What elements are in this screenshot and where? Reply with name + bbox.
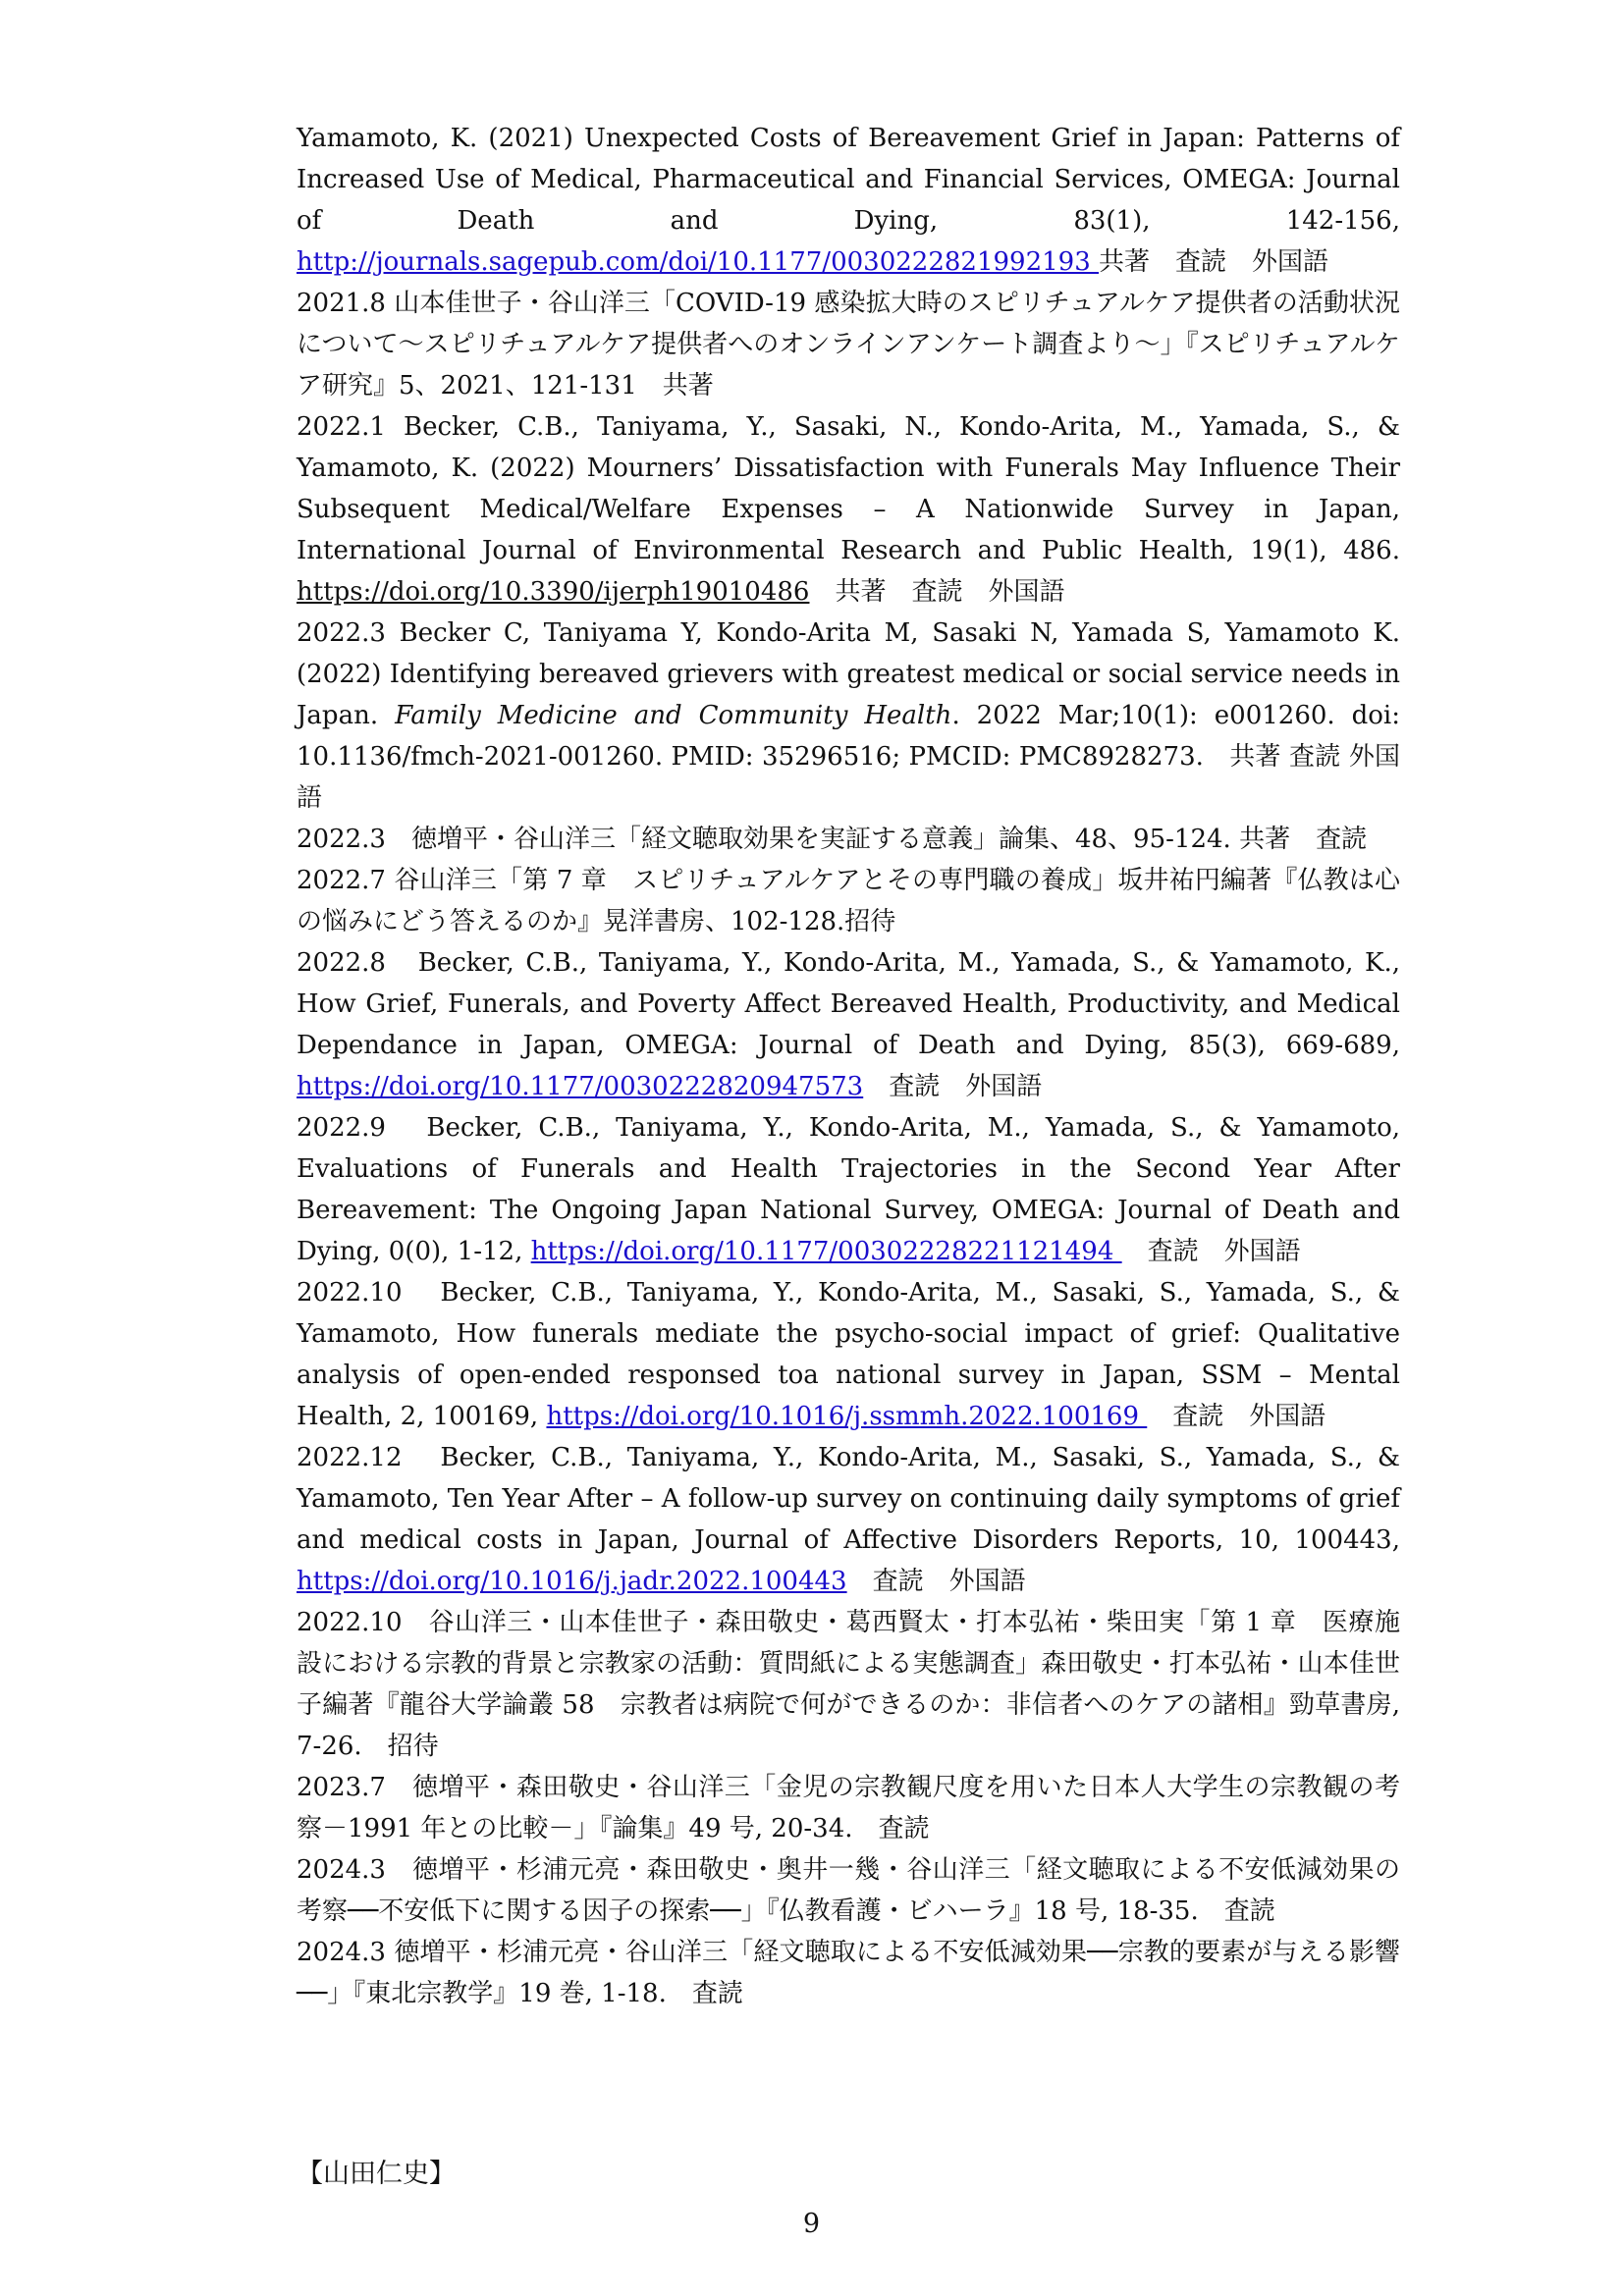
ref-link[interactable]: https://doi.org/10.3390/ijerph19010486: [297, 577, 810, 607]
ref-entry: 2022.7 谷山洋三「第 7 章 スピリチュアルケアとその専門職の養成」坂井祐円編著『仏教は心の悩みにどう答えるのか』晃洋書房、102-128.招待: [297, 866, 1400, 936]
ref-link[interactable]: http://journals.sagepub.com/doi/10.1177/0030222821992193: [297, 247, 1100, 277]
ref-entry: 2022.3 徳増平・谷山洋三「経文聴取効果を実証する意義」論集、48、95-124. 共著 査読: [297, 825, 1368, 854]
ref-link[interactable]: https://doi.org/10.1177/0030222820947573: [297, 1072, 864, 1101]
ref-link[interactable]: https://doi.org/10.1016/j.ssmmh.2022.100169: [546, 1402, 1148, 1431]
page-number: 9: [802, 2209, 821, 2239]
section-heading: 【山田仁史】: [297, 2159, 456, 2189]
ref-entry: 2022.10 谷山洋三・山本佳世子・森田敬史・葛西賢太・打本弘祐・柴田実「第 1 章 医療施設における宗教的背景と宗教家の活動：質問紙による実態調査」森田敬史・打本弘祐・山本佳世子編著『龍谷大学論叢 58 宗教者は病院で何ができるのか：非信者へのケアの諸相』勁草書房, 7-26. 招待: [297, 1608, 1400, 1761]
ref-entry: 2023.7 徳増平・森田敬史・谷山洋三「金児の宗教観尺度を用いた日本人大学生の宗教観の考察－1991 年との比較－」『論集』49 号, 20-34. 査読: [297, 1773, 1400, 1843]
ref-entry: 2022.9 Becker, C.B., Taniyama, Y., Kondo-Arita, M., Yamada, S., & Yamamoto, Evaluations of Funerals and Health Trajectories in the Second Year After Bereavement: The Ongoing Japan National Survey, OMEGA: Journal of Death and Dying, 0(0), 1-12, https://doi.org/10.1177/00302228221121494 査読 外国語: [297, 1113, 1400, 1266]
ref-entry: 2022.8 Becker, C.B., Taniyama, Y., Kondo-Arita, M., Yamada, S., & Yamamoto, K., How Grief, Funerals, and Poverty Affect Bereaved Health, Productivity, and Medical Dependance in Japan, OMEGA: Journal of Death and Dying, 85(3), 669-689, https://doi.org/10.1177/0030222820947573 査読 外国語: [297, 948, 1400, 1101]
ref-entry: 2022.12 Becker, C.B., Taniyama, Y., Kondo-Arita, M., Sasaki, S., Yamada, S., & Yamamoto, Ten Year After – A follow-up survey on continuing daily symptoms of grief and medical costs in Japan, Journal of Affective Disorders Reports, 10, 100443, https://doi.org/10.1016/j.jadr.2022.100443 査読 外国語: [297, 1443, 1400, 1596]
ref-entry: 2022.10 Becker, C.B., Taniyama, Y., Kondo-Arita, M., Sasaki, S., Yamada, S., & Yamamoto, How funerals mediate the psycho-social impact of grief: Qualitative analysis of open-ended responsed toa national survey in Japan, SSM – Mental Health, 2, 100169, https://doi.org/10.1016/j.ssmmh.2022.100169 査読 外国語: [297, 1278, 1400, 1431]
ref-entry: 2024.3 徳増平・杉浦元亮・谷山洋三「経文聴取による不安低減効果──宗教的要素が与える影響──」『東北宗教学』19 巻, 1-18. 査読: [297, 1938, 1401, 2008]
journal-title: Family Medicine and Community Health: [395, 701, 952, 730]
ref-entry: 2021.8 山本佳世子・谷山洋三「COVID-19 感染拡大時のスピリチュアルケア提供者の活動状況について～スピリチュアルケア提供者へのオンラインアンケート調査より～」『スピリチュアルケア研究』5、2021、121-131 共著: [297, 289, 1400, 400]
ref-link[interactable]: https://doi.org/10.1016/j.jadr.2022.100443: [297, 1567, 847, 1596]
ref-entry: Yamamoto, K. (2021) Unexpected Costs of Bereavement Grief in Japan: Patterns of Increased Use of Medical, Pharmaceutical and Financial Services, OMEGA: Journal of Death and Dying, 83(1), 142-156, http://journals.sagepub.com/doi/10.1177/0030222821992193 共著 査読 外国語: [297, 124, 1400, 277]
ref-entry: 2024.3 徳増平・杉浦元亮・森田敬史・奥井一幾・谷山洋三「経文聴取による不安低減効果の考察──不安低下に関する因子の探索──」『仏教看護・ビハーラ』18 号, 18-35. 査読: [297, 1855, 1400, 1926]
ref-entry: 2022.3 Becker C, Taniyama Y, Kondo-Arita M, Sasaki N, Yamada S, Yamamoto K. (2022) Identifying bereaved grievers with greatest medical or social service needs in Japan. Family Medicine and Community Health. 2022 Mar;10(1): e001260. doi: 10.1136/fmch-2021-001260. PMID: 35296516; PMCID: PMC8928273. 共著 査読 外国語: [297, 618, 1401, 813]
ref-entry: 2022.1 Becker, C.B., Taniyama, Y., Sasaki, N., Kondo-Arita, M., Yamada, S., & Yamamoto, K. (2022) Mourners’ Dissatisfaction with Funerals May Influence Their Subsequent Medical/Welfare Expenses – A Nationwide Survey in Japan, International Journal of Environmental Research and Public Health, 19(1), 486. https://doi.org/10.3390/ijerph19010486 共著 査読 外国語: [297, 412, 1400, 607]
ref-link[interactable]: https://doi.org/10.1177/00302228221121494: [530, 1237, 1122, 1266]
reference-list: [297, 118, 1400, 2014]
